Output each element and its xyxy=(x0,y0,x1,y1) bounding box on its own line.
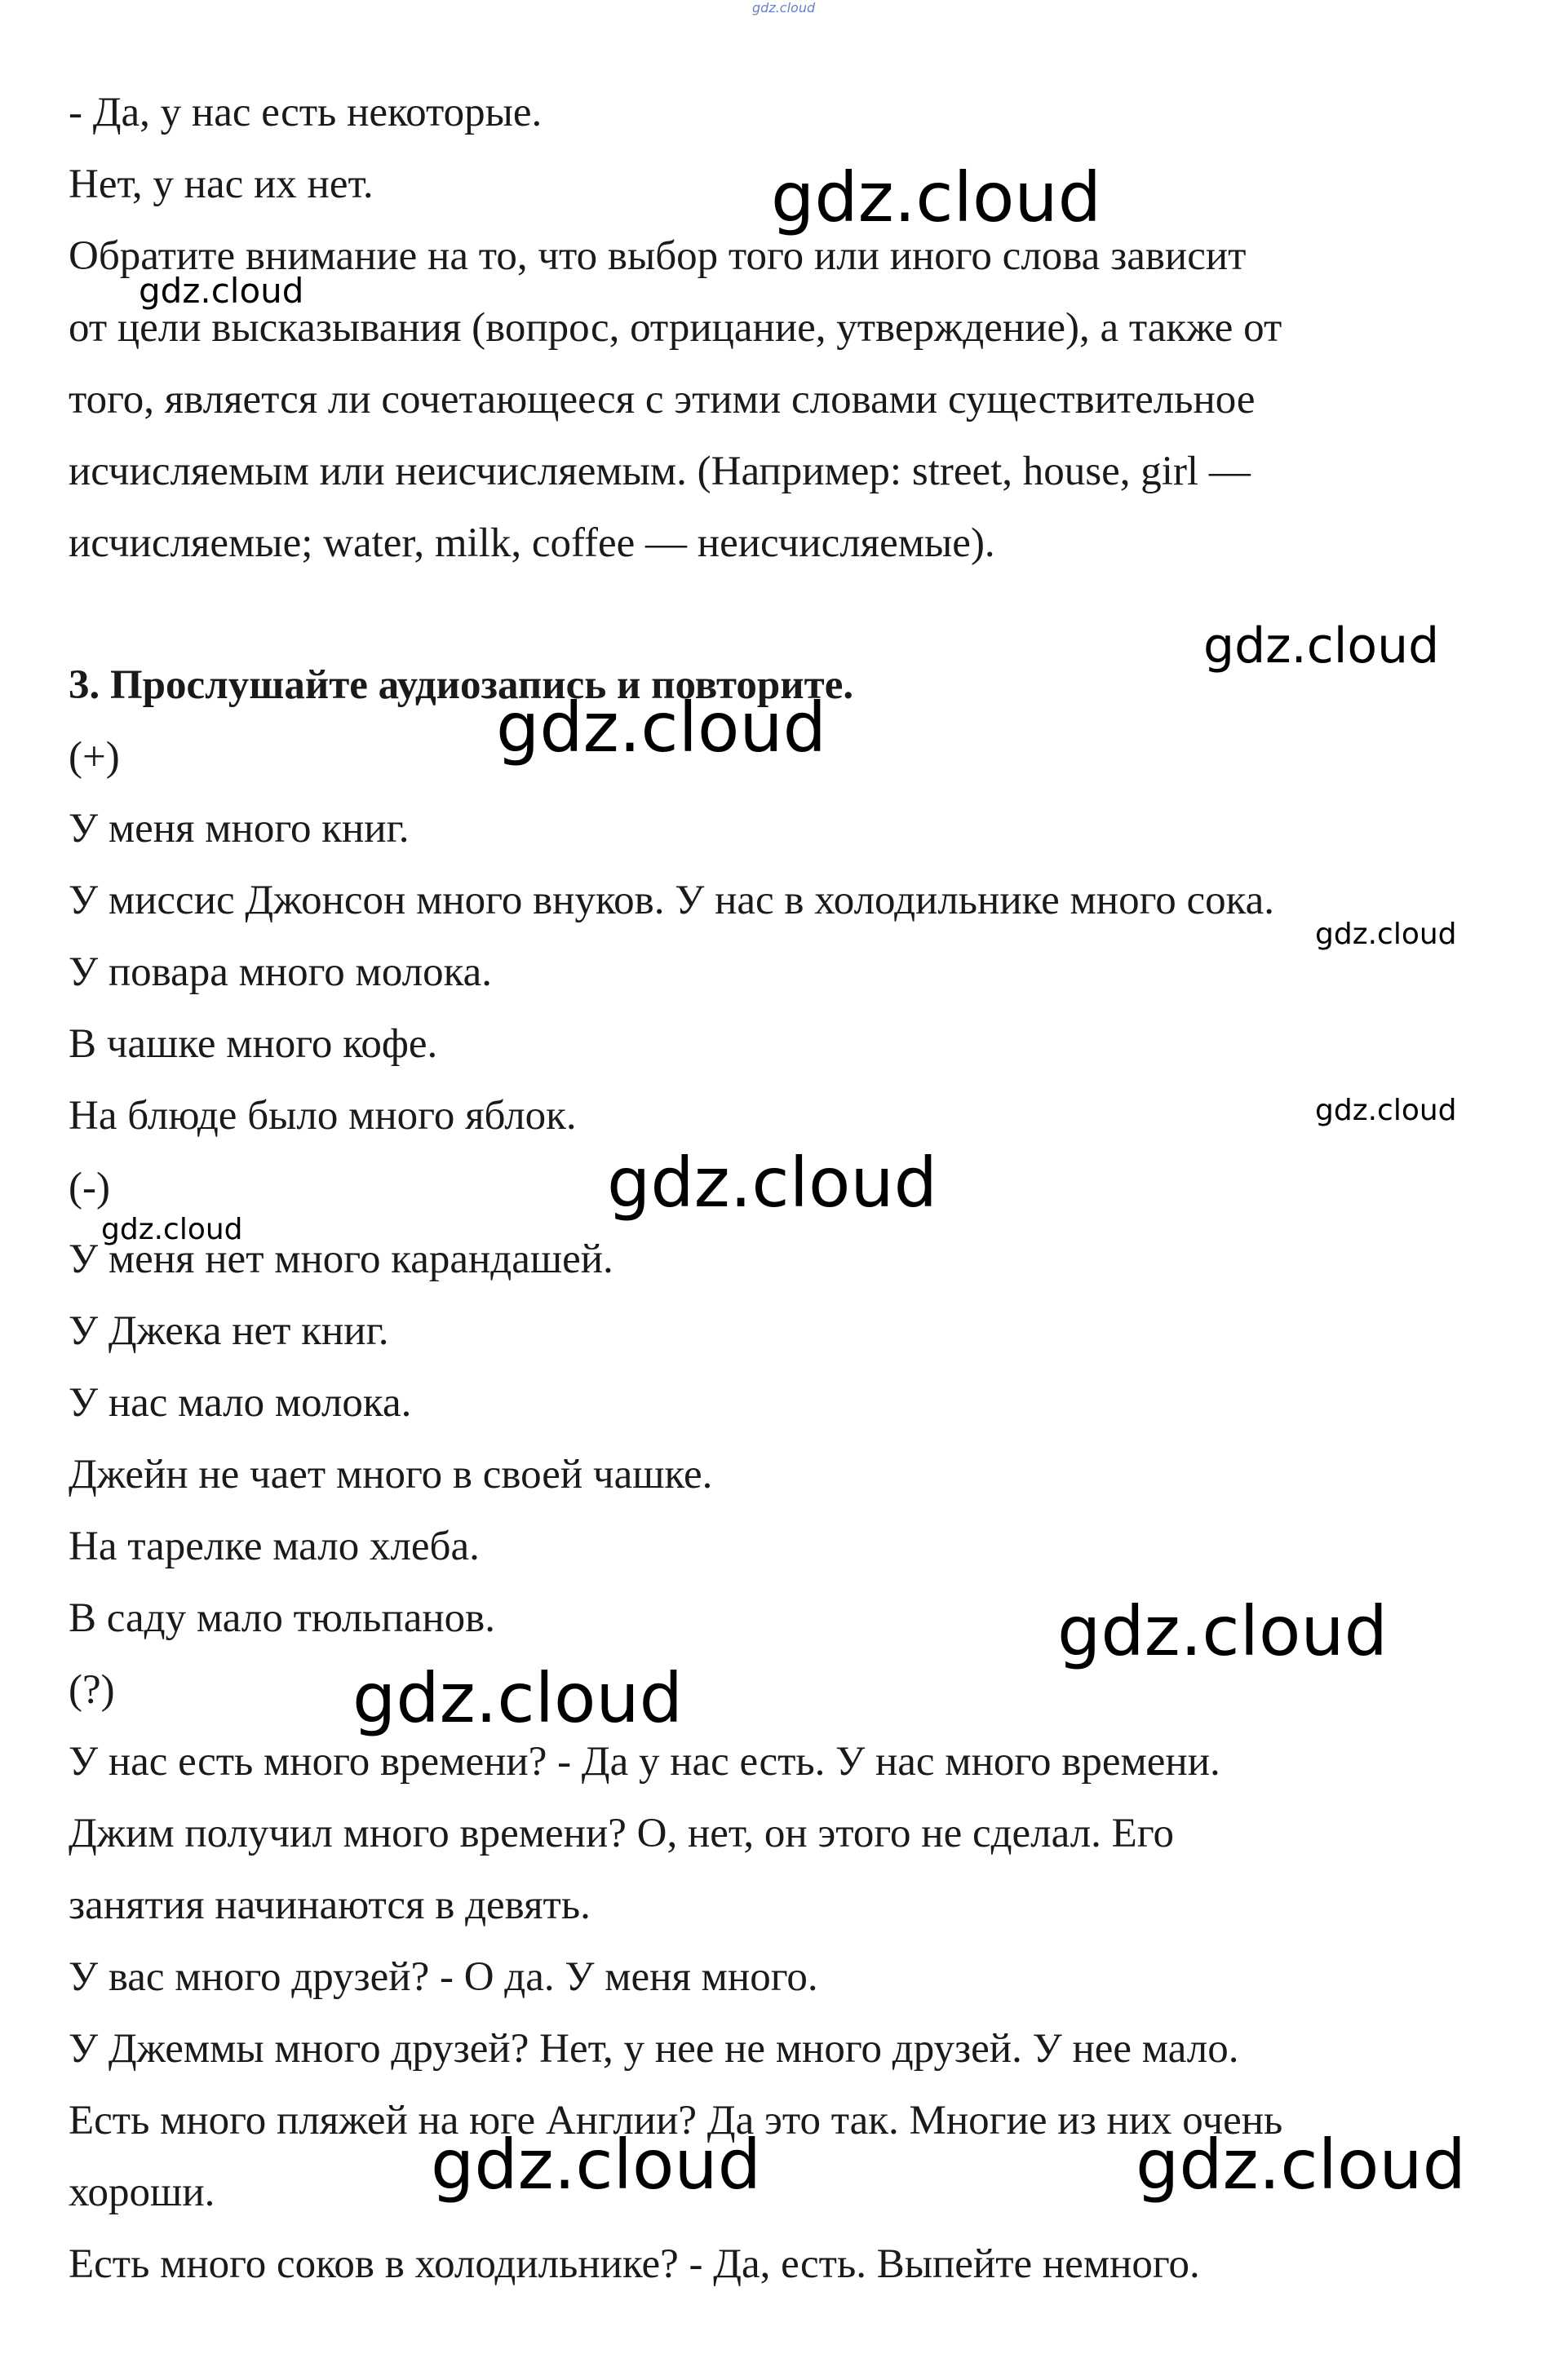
watermark: gdz.cloud xyxy=(1057,1591,1388,1671)
text-line: исчисляемые; water, milk, coffee — неисчисляемые). xyxy=(69,520,995,566)
watermark: gdz.cloud xyxy=(771,157,1101,237)
watermark: gdz.cloud xyxy=(607,1143,937,1223)
watermark: gdz.cloud xyxy=(1203,617,1440,675)
watermark: gdz.cloud xyxy=(1136,2125,1466,2205)
positive-sentence: В чашке много кофе. xyxy=(69,1021,438,1067)
positive-marker: (+) xyxy=(69,734,120,780)
text-line: исчисляемым или неисчисляемым. (Например: street, house, girl — xyxy=(69,449,1251,494)
negative-sentence: У меня нет много карандашей. xyxy=(69,1236,613,1282)
text-line: - Да, у нас есть некоторые. xyxy=(69,90,543,135)
negative-sentence: В саду мало тюльпанов. xyxy=(69,1595,495,1641)
watermark: gdz.cloud xyxy=(101,1213,243,1246)
question-sentence: Есть много соков в холодильнике? - Да, есть. Выпейте немного. xyxy=(69,2241,1200,2287)
question-sentence: Джим получил много времени? О, нет, он этого не сделал. Его xyxy=(69,1811,1174,1856)
watermark: gdz.cloud xyxy=(1315,918,1457,951)
question-sentence: У вас много друзей? - О да. У меня много. xyxy=(69,1954,818,2000)
exercise-heading: 3. Прослушайте аудиозапись и повторите. xyxy=(69,662,854,708)
watermark: gdz.cloud xyxy=(139,271,304,311)
watermark: gdz.cloud xyxy=(431,2125,761,2205)
question-sentence: занятия начинаются в девять. xyxy=(69,1882,591,1928)
question-sentence: У Джеммы много друзей? Нет, у нее не много друзей. У нее мало. xyxy=(69,2026,1239,2072)
text-line: того, является ли сочетающееся с этими словами существительное xyxy=(69,377,1256,422)
question-marker: (?) xyxy=(69,1667,115,1713)
negative-sentence: У Джека нет книг. xyxy=(69,1308,389,1354)
watermark: gdz.cloud xyxy=(352,1658,683,1738)
watermark: gdz.cloud xyxy=(1315,1094,1457,1127)
question-sentence: Есть много пляжей на юге Англии? Да это так. Многие из них очень xyxy=(69,2098,1283,2143)
text-line: от цели высказывания (вопрос, отрицание, утверждение), а также от xyxy=(69,305,1282,351)
watermark-top: gdz.cloud xyxy=(752,0,816,15)
text-line: Обратите внимание на то, что выбор того или иного слова зависит xyxy=(69,233,1247,279)
watermark: gdz.cloud xyxy=(496,688,826,768)
negative-sentence: Джейн не чает много в своей чашке. xyxy=(69,1452,713,1497)
question-sentence: хороши. xyxy=(69,2170,215,2215)
negative-marker: (-) xyxy=(69,1165,110,1210)
positive-sentence: У меня много книг. xyxy=(69,806,410,852)
negative-sentence: У нас мало молока. xyxy=(69,1380,412,1426)
negative-sentence: На тарелке мало хлеба. xyxy=(69,1524,480,1569)
question-sentence: У нас есть много времени? - Да у нас есть. У нас много времени. xyxy=(69,1739,1220,1785)
positive-sentence: У миссис Джонсон много внуков. У нас в холодильнике много сока. xyxy=(69,878,1275,923)
positive-sentence: На блюде было много яблок. xyxy=(69,1093,577,1139)
text-line: Нет, у нас их нет. xyxy=(69,161,374,207)
positive-sentence: У повара много молока. xyxy=(69,949,492,995)
